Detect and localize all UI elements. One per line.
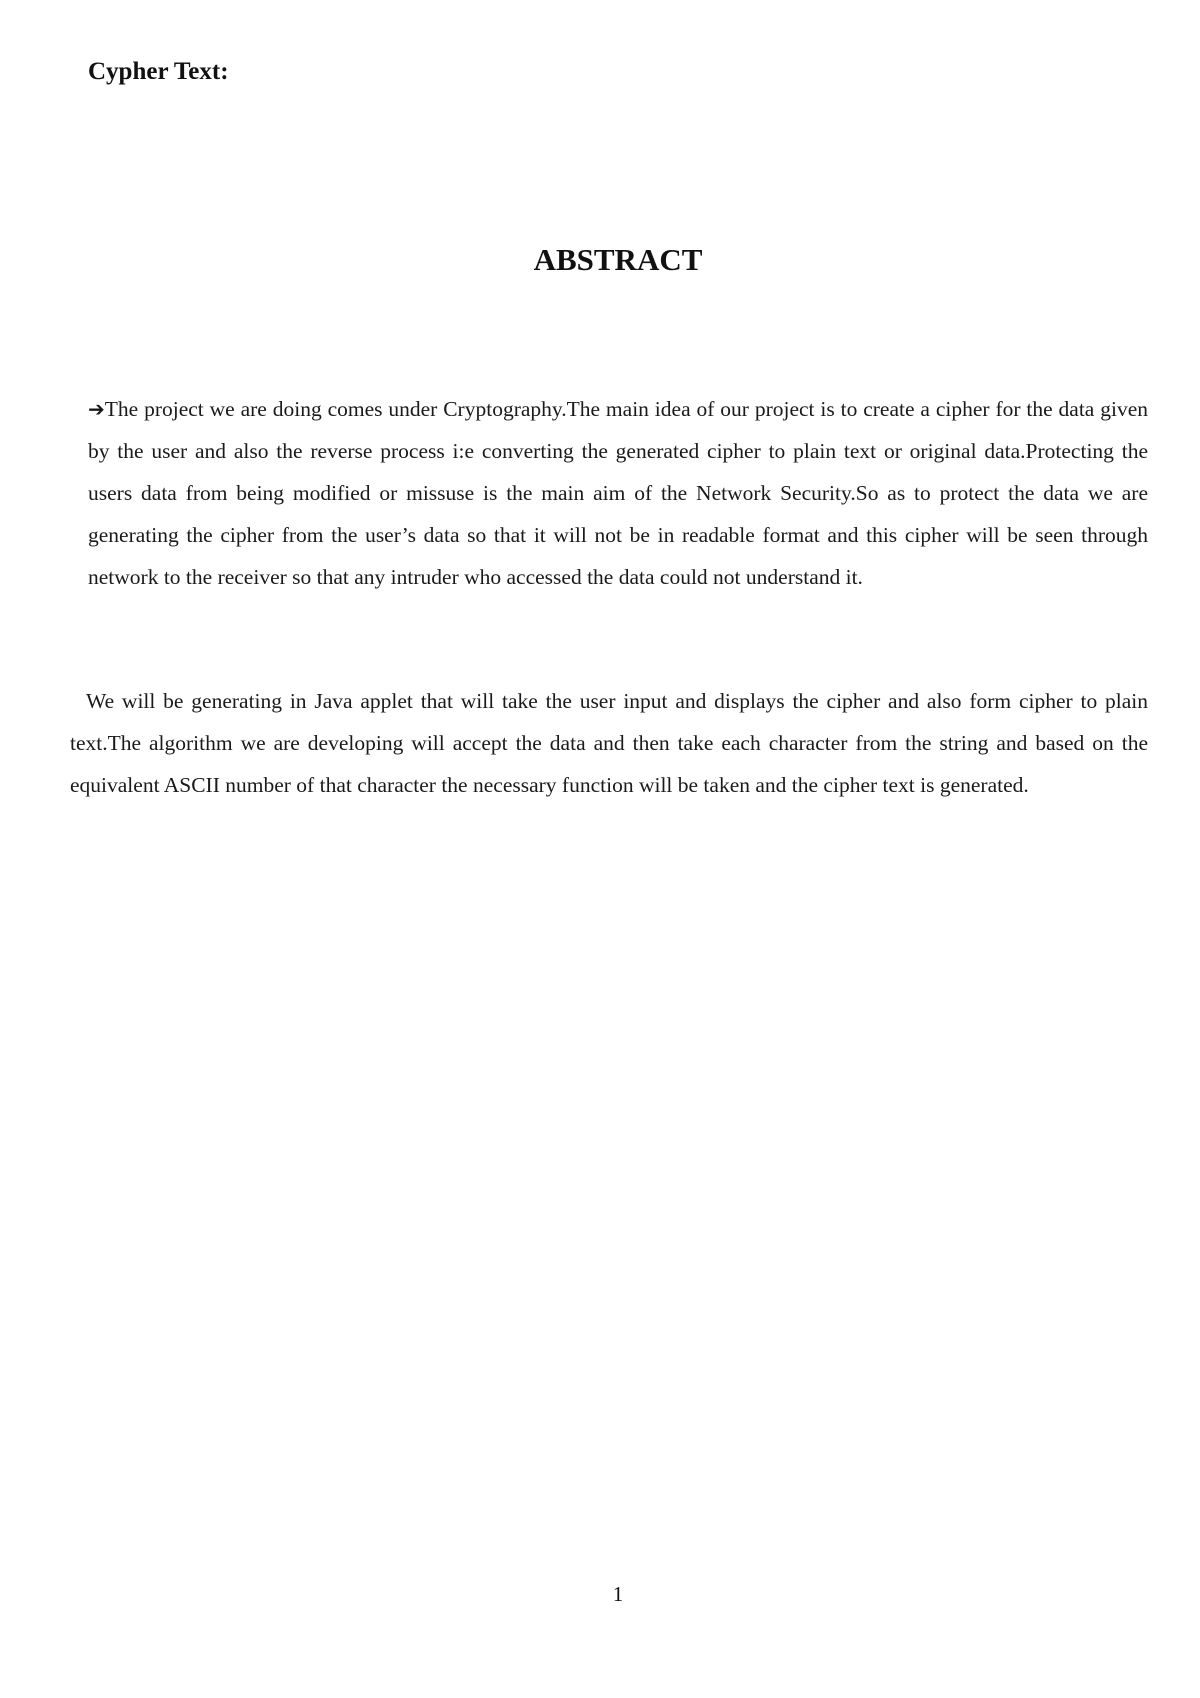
abstract-title: ABSTRACT (533, 242, 703, 277)
abstract-paragraph-1 (88, 388, 1148, 598)
paragraph-1-text: The project we are doing comes under Cryptography.The main idea of our project is to create a cipher for the data given by the user and also the reverse process i:e converting the generated cipher to plain text or original data.Protecting the users data from being modified or missuse is the main aim of the Network Security.So as to protect the data we are generating the cipher from the user’s data so that it will not be in readable format and this cipher will be seen through network to the receiver so that any intruder who accessed the data could not understand it. (88, 397, 1148, 589)
section-heading: Cypher Text: (88, 58, 229, 85)
page-number: 1 (612, 1582, 624, 1606)
abstract-paragraph-2: We will be generating in Java applet that will take the user input and displays the cipher and also form cipher to plain text.The algorithm we are developing will accept the data and then take each character from the string and based on the equivalent ASCII number of that character the necessary function will be taken and the cipher text is generated. (70, 689, 1148, 797)
right-arrow-icon: ➔ (88, 397, 105, 421)
